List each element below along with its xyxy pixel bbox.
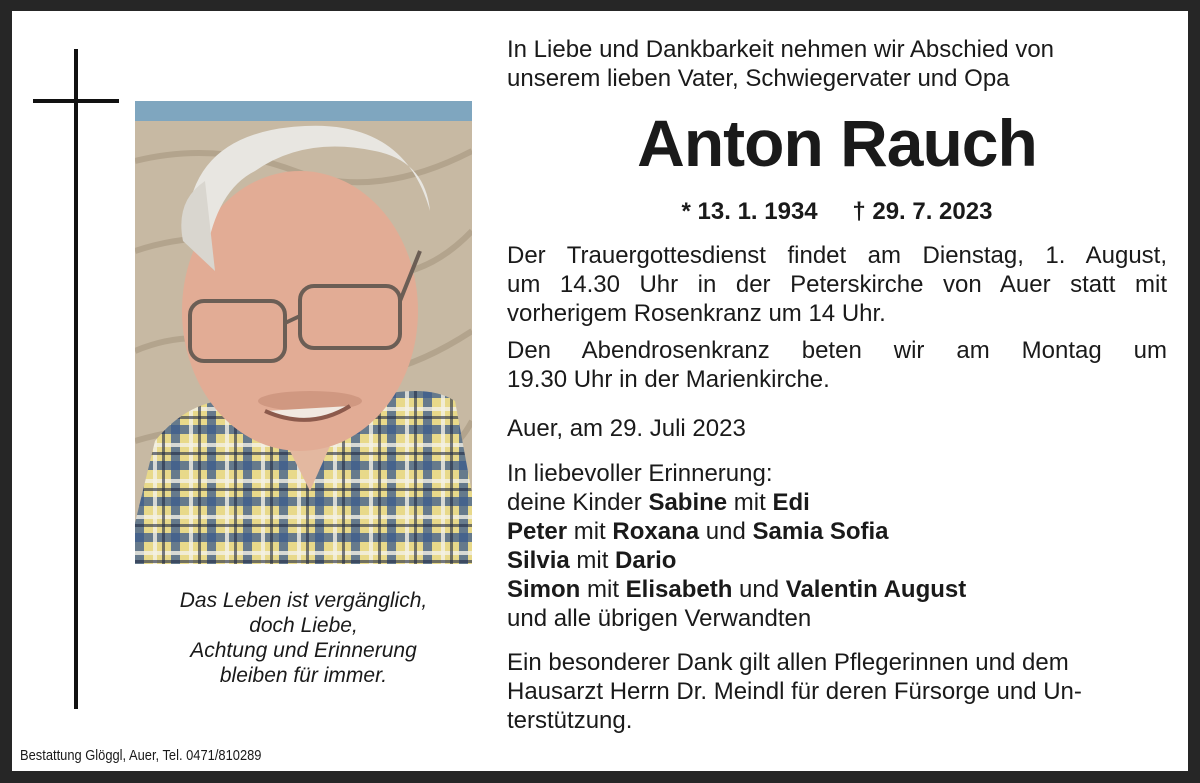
intro-line: unserem lieben Vater, Schwiegervater und Opa (507, 65, 1010, 92)
thanks-line: Ein besonderer Dank gilt allen Pflegerinnen und dem (507, 649, 1069, 676)
service-info (507, 241, 1167, 328)
rosary-line: Den Abendrosenkranz beten wir am Montag um (507, 337, 1167, 364)
text: mit (727, 489, 773, 516)
service-line: Der Trauergottesdienst findet am Dienstag, 1. August, (507, 242, 1167, 269)
obituary-card (12, 11, 1188, 771)
family-closing: und alle übrigen Verwandten (507, 605, 812, 632)
text: mit (580, 576, 626, 603)
family-member: Simon (507, 576, 581, 603)
text: deine Kinder (507, 489, 649, 516)
text: mit (569, 547, 616, 574)
family-line (507, 488, 1167, 517)
family-heading: In liebevoller Erinnerung: (507, 460, 773, 487)
place-date: Auer, am 29. Juli 2023 (507, 415, 746, 442)
family-member: Sabine (648, 489, 728, 516)
family-member: Roxana (612, 518, 700, 545)
sea (135, 101, 472, 121)
birth-date: * 13. 1. 1934 (681, 198, 818, 225)
cross-horizontal-bar (33, 99, 119, 103)
service-line: vorherigem Rosenkranz um 14 Uhr. (507, 300, 886, 327)
intro-text (507, 35, 1167, 93)
family-member: Samia Sofia (752, 518, 889, 545)
family-member: Edi (772, 489, 810, 516)
cross-vertical-bar (74, 49, 78, 709)
intro-line: In Liebe und Dankbarkeit nehmen wir Abschied von (507, 36, 1055, 63)
rosary-info (507, 336, 1167, 394)
family-line (507, 517, 1167, 546)
thanks-text (507, 648, 1167, 735)
text: und (732, 576, 786, 603)
deceased-name: Anton Rauch (637, 106, 1037, 180)
family-member: Valentin August (785, 576, 967, 603)
quote-line: Das Leben ist vergänglich, (179, 589, 428, 612)
quote-line: Achtung und Erinnerung (190, 639, 417, 662)
thanks-line: terstützung. (507, 707, 633, 734)
family-line (507, 546, 1167, 575)
family-member: Silvia (507, 547, 570, 574)
service-line: um 14.30 Uhr in der Peterskirche von Auer statt mit (507, 271, 1167, 298)
family-member: Elisabeth (625, 576, 733, 603)
rosary-line: 19.30 Uhr in der Marienkirche. (507, 366, 830, 393)
life-dates (507, 197, 1167, 226)
death-date: † 29. 7. 2023 (852, 198, 993, 225)
funeral-home-contact: Bestattung Glöggl, Auer, Tel. 0471/810289 (20, 747, 262, 764)
text: mit (567, 518, 613, 545)
quote-line: doch Liebe, (249, 614, 358, 637)
family-member: Dario (615, 547, 677, 574)
family-member: Peter (507, 518, 568, 545)
quote-line: bleiben für immer. (219, 664, 388, 687)
memorial-quote (135, 588, 472, 688)
family-list (507, 459, 1167, 633)
family-line (507, 575, 1167, 604)
text: und (699, 518, 753, 545)
portrait-photo (135, 101, 472, 564)
thanks-line: Hausarzt Herrn Dr. Meindl für deren Fürsorge und Un- (507, 678, 1082, 705)
